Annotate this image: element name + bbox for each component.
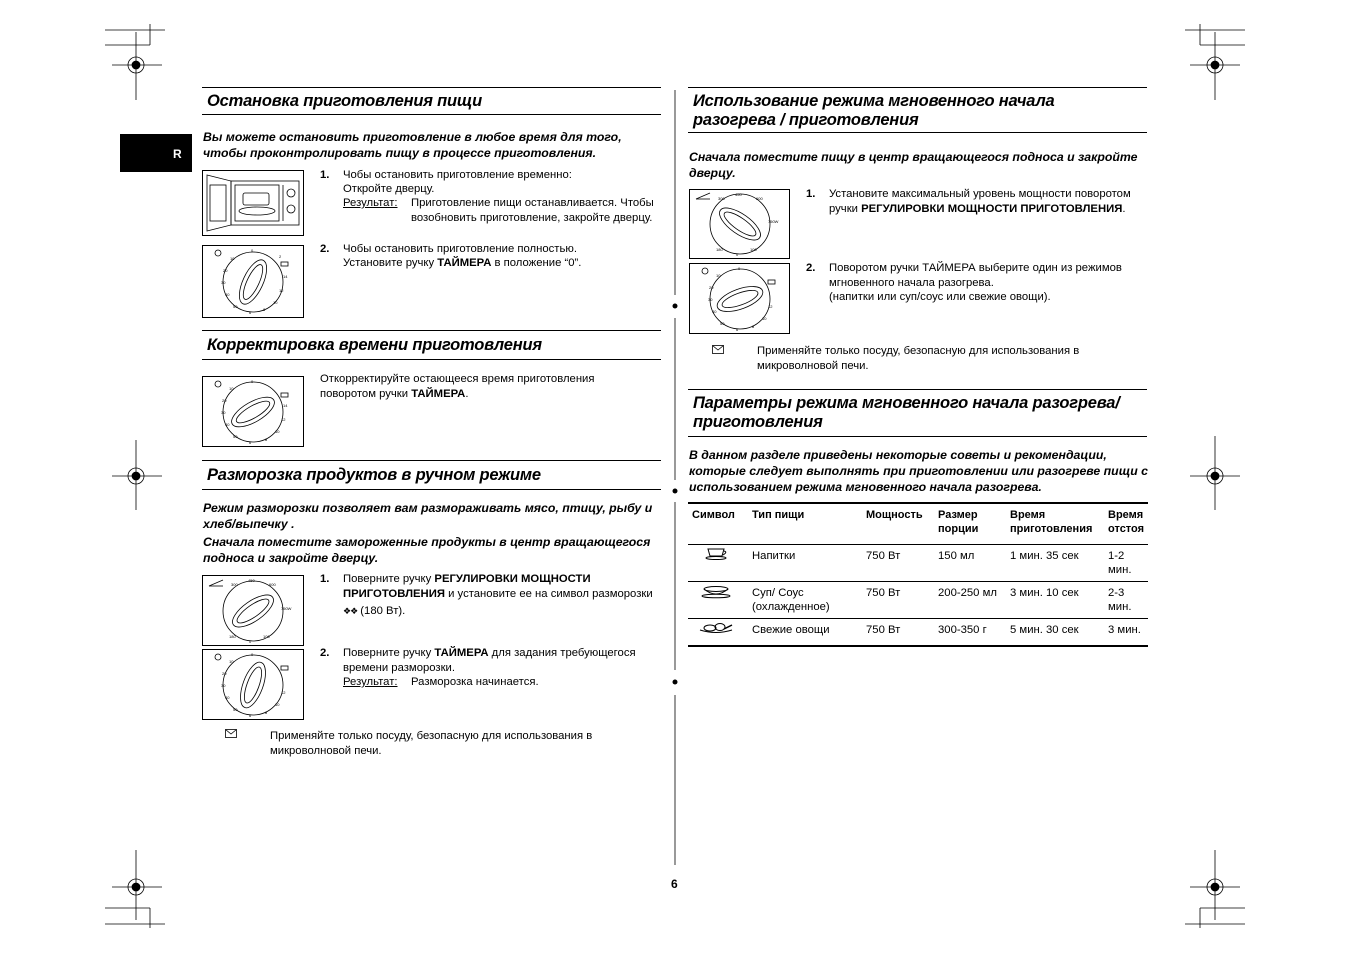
svg-text:450: 450 <box>248 578 255 583</box>
step-number: 1. <box>320 573 330 585</box>
step-number: 1. <box>320 169 330 181</box>
svg-text:8: 8 <box>752 324 755 329</box>
svg-text:40: 40 <box>712 309 717 314</box>
table-cell: 750 Вт <box>866 624 901 636</box>
step-text: Установите ручку ТАЙМЕРА в положение “0”. <box>343 257 582 269</box>
table-cell: 3 мин. 10 сек <box>1010 587 1079 599</box>
rule <box>688 436 1147 437</box>
svg-text:10: 10 <box>229 386 234 391</box>
table-header: Тип пищи <box>752 509 805 521</box>
svg-text:20: 20 <box>222 671 227 676</box>
svg-text:10: 10 <box>762 316 767 321</box>
svg-text:0: 0 <box>251 248 254 253</box>
svg-text:180: 180 <box>716 247 723 252</box>
table-cell: 200-250 мл <box>938 587 997 599</box>
language-tab-label: R <box>173 147 182 161</box>
svg-text:50: 50 <box>233 434 238 439</box>
svg-text:10: 10 <box>275 702 280 707</box>
svg-text:10: 10 <box>716 273 721 278</box>
step-number: 2. <box>320 647 330 659</box>
svg-text:8: 8 <box>265 710 268 715</box>
step-number: 2. <box>320 243 330 255</box>
table-row <box>688 582 1148 619</box>
svg-text:100: 100 <box>750 247 757 252</box>
table-header: Время приготовления <box>1010 509 1093 535</box>
svg-text:450: 450 <box>735 192 742 197</box>
section-text: Откорректируйте остающееся время приготовления поворотом ручки ТАЙМЕРА. <box>320 373 595 400</box>
section-intro: В данном разделе приведены некоторые советы и рекомендации, которые следует выполнять при приготовлении или разогреве пищи с использованием режима мгновенного начала разогрева. <box>689 448 1148 494</box>
svg-text:12: 12 <box>279 288 284 293</box>
timer-dial-illustration <box>689 263 790 334</box>
step-text: Откройте дверцу. <box>343 183 435 195</box>
table-cell: 1 мин. 35 сек <box>1010 550 1079 562</box>
table-header-row <box>688 503 1148 545</box>
section-title: Разморозка продуктов в ручном режиме <box>207 466 541 484</box>
section-intro: Сначала поместите пищу в центр вращающегося подноса и закройте дверцу. <box>689 150 1138 180</box>
section-intro: Режим разморозки позволяет вам размораживать мясо, птицу, рыбу и хлеб/выпечку . <box>203 501 653 531</box>
svg-text:300: 300 <box>231 582 238 587</box>
svg-text:600: 600 <box>756 196 763 201</box>
svg-text:14: 14 <box>283 274 288 279</box>
table-header: Мощность <box>866 509 923 521</box>
step-text: ❖❖ (180 Вт). <box>343 605 406 617</box>
svg-text:50: 50 <box>233 304 238 309</box>
step-text: Чобы остановить приготовление временно: <box>343 169 572 181</box>
svg-text:0: 0 <box>251 379 254 384</box>
rule <box>202 87 661 88</box>
note-icon <box>712 345 724 354</box>
svg-text:12: 12 <box>768 304 773 309</box>
step-number: 2. <box>806 262 816 274</box>
step-text: Установите максимальный уровень мощности поворотом ручки РЕГУЛИРОВКИ МОЩНОСТИ ПРИГОТОВЛЕНИЯ. <box>829 188 1131 215</box>
table-row <box>688 619 1148 647</box>
table-cell: Суп/ Соус (охлажденное) <box>752 587 830 613</box>
rule <box>202 330 661 331</box>
svg-text:20: 20 <box>222 398 227 403</box>
svg-text:6: 6 <box>249 310 252 315</box>
table-header: Размер порции <box>938 509 979 535</box>
svg-text:50: 50 <box>233 707 238 712</box>
note-icon <box>225 729 237 738</box>
svg-text:10: 10 <box>273 300 278 305</box>
step-text: Поверните ручку РЕГУЛИРОВКИ МОЩНОСТИ ПРИГОТОВЛЕНИЯ и установите ее на символ разморозки <box>343 573 653 600</box>
table-cell: 750 Вт <box>866 550 901 562</box>
rule <box>202 114 661 115</box>
svg-text:12: 12 <box>281 690 286 695</box>
svg-text:40: 40 <box>225 695 230 700</box>
svg-text:750W: 750W <box>281 606 292 611</box>
svg-text:0: 0 <box>249 639 252 644</box>
svg-text:750W: 750W <box>768 219 779 224</box>
table-cell: 1-2 мин. <box>1108 550 1132 576</box>
oven-open-illustration <box>202 170 304 236</box>
rule <box>202 359 661 360</box>
section-intro: Сначала поместите замороженные продукты в центр вращающегося подноса и закройте дверцу. <box>203 535 651 565</box>
table-cell: 2-3 мин. <box>1108 587 1132 613</box>
svg-text:0: 0 <box>251 652 254 657</box>
cup-icon <box>696 546 736 560</box>
svg-text:2: 2 <box>279 254 282 259</box>
result-text: Приготовление пищи останавливается. Чтобы возобновить приготовление, закройте дверцу. <box>411 197 654 224</box>
table-row <box>688 545 1148 582</box>
result-text: Разморозка начинается. <box>411 676 539 688</box>
rule <box>202 489 661 490</box>
table-cell: 3 мин. <box>1108 624 1141 636</box>
svg-text:180: 180 <box>229 634 236 639</box>
svg-text:600: 600 <box>269 582 276 587</box>
svg-text:30: 30 <box>221 280 226 285</box>
svg-text:10: 10 <box>229 659 234 664</box>
svg-text:0: 0 <box>736 252 739 257</box>
step-text: Поворотом ручки ТАЙМЕРА выберите один из режимов мгновенного начала разогрева. <box>829 262 1122 289</box>
power-dial-illustration <box>689 189 790 259</box>
table-cell: 750 Вт <box>866 587 901 599</box>
svg-text:10: 10 <box>275 429 280 434</box>
timer-dial-illustration <box>202 649 304 720</box>
note-text: Применяйте только посуду, безопасную для использования в микроволновой печи. <box>757 345 1080 372</box>
table-header: Время отстоя <box>1108 509 1145 535</box>
note-text: Применяйте только посуду, безопасную для использования в микроволновой печи. <box>270 730 593 757</box>
svg-text:6: 6 <box>249 440 252 445</box>
svg-text:100: 100 <box>263 634 270 639</box>
step-number: 1. <box>806 188 816 200</box>
svg-text:0: 0 <box>738 266 741 271</box>
svg-text:30: 30 <box>221 410 226 415</box>
svg-text:14: 14 <box>283 403 288 408</box>
table-header: Символ <box>692 509 735 521</box>
power-dial-illustration <box>202 575 304 646</box>
svg-text:40: 40 <box>225 422 230 427</box>
defrost-icon: ❖❖ <box>343 606 358 616</box>
svg-text:50: 50 <box>720 321 725 326</box>
section-title: Корректировка времени приготовления <box>207 336 542 354</box>
rule <box>688 132 1147 133</box>
table-cell: 5 мин. 30 сек <box>1010 624 1079 636</box>
step-text: Чобы остановить приготовление полностью. <box>343 243 577 255</box>
svg-text:40: 40 <box>225 292 230 297</box>
rule <box>688 389 1147 390</box>
section-title: приготовления <box>693 413 823 431</box>
bowl-icon <box>696 583 736 599</box>
table-cell: Свежие овощи <box>752 624 830 636</box>
step-text: Поверните ручку ТАЙМЕРА для задания требующегося времени разморозки. <box>343 647 636 674</box>
svg-text:6: 6 <box>736 327 739 332</box>
step-text: (напитки или суп/соус или свежие овощи). <box>829 291 1051 303</box>
language-tab <box>120 134 192 172</box>
svg-text:20: 20 <box>709 285 714 290</box>
section-title: Остановка приготовления пищи <box>207 92 483 110</box>
instant-cook-table <box>688 502 1148 647</box>
svg-text:300: 300 <box>718 196 725 201</box>
section-title: разогрева / приготовления <box>693 111 919 129</box>
page-number: 6 <box>671 877 678 891</box>
svg-text:8: 8 <box>265 437 268 442</box>
timer-dial-illustration <box>202 376 304 447</box>
svg-text:30: 30 <box>221 683 226 688</box>
svg-text:20: 20 <box>223 268 228 273</box>
svg-text:6: 6 <box>249 713 252 718</box>
section-title: Использование режима мгновенного начала <box>693 92 1055 110</box>
rule <box>688 87 1147 88</box>
timer-dial-illustration <box>202 245 304 318</box>
svg-text:12: 12 <box>281 417 286 422</box>
result-label: Результат: <box>343 197 398 209</box>
table-cell: Напитки <box>752 550 796 562</box>
vegetables-icon <box>696 620 736 634</box>
svg-text:8: 8 <box>263 307 266 312</box>
result-label: Результат: <box>343 676 398 688</box>
svg-text:10: 10 <box>230 256 235 261</box>
table-cell: 300-350 г <box>938 624 987 636</box>
rule <box>202 460 661 461</box>
table-cell: 150 мл <box>938 550 975 562</box>
section-title: Параметры режима мгновенного начала разогрева/ <box>693 394 1120 412</box>
section-intro: Вы можете остановить приготовление в любое время для того, чтобы проконтролировать пищу в процессе приготовления. <box>203 130 622 160</box>
svg-text:30: 30 <box>708 297 713 302</box>
